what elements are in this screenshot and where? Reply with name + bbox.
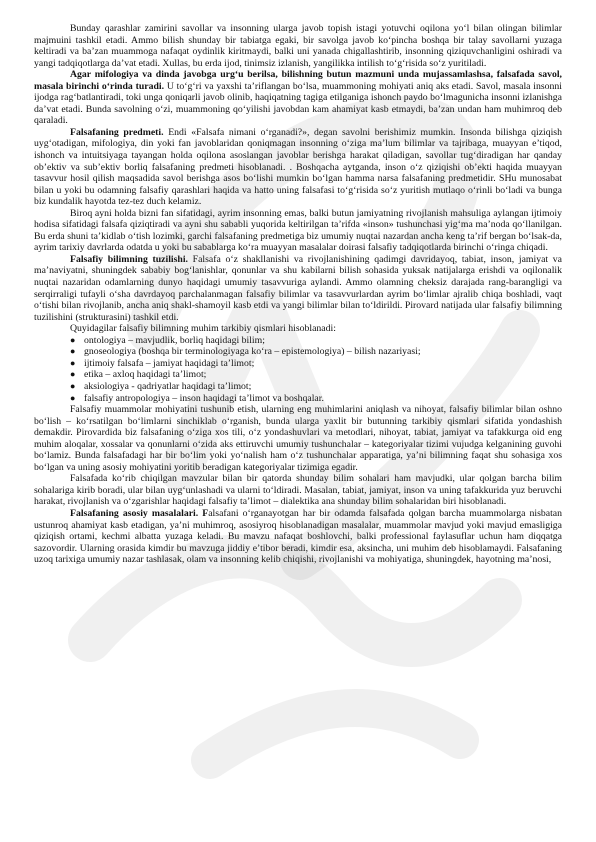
list-item <box>70 369 562 381</box>
list-item-text: aksiologiya - qadriyatlar haqidagi ta’limot; <box>84 380 252 392</box>
list-item <box>70 358 562 370</box>
paragraph-text: U to‘g‘ri va yaxshi ta’riflangan bo‘lsa, muammoning mohiyati aniq aks etadi. Savol, masala insonni ijodga rag‘batlantiradi, toki unga qoniqarli javob olinib, haqiqatning tagiga etilganiga ishonch paydo bo‘lmagunicha insonni izlanishga da’vat etadi. Bunda savolning o‘zi, muammoning qo‘yilishi javobdan kam ahamiyat kasb etmaydi, ba’zan undan ham muhimroq deb qaraladi. <box>34 80 562 127</box>
list-item-text: gnoseologiya (boshqa bir terminologiyaga ko‘ra – epistemologiya) – bilish nazariyasi; <box>84 346 421 358</box>
paragraph-text: Biroq ayni holda bizni fan sifatidagi, ayrim insonning emas, balki butun jamiyatning rivojlanish mahsuliga aylangan ijtimoiy hodisa sifatidagi falsafa qiziqtiradi va ayni shu sababli yuqorida keltirilgan ta’rifda «inson» tushunchasi yig‘ma ma’noda qo‘llanilgan. Bu erda shuni ta’kidlab o‘tish lozimki, garchi falsafaning predmetiga biz umumiy nuqtai nazardan ancha keng ta’rif bergan bo‘lsak-da, ayrim tarixiy davrlarda odatda u yoki bu sabablarga ko‘ra muayyan masalalar doirasi falsafiy tadqiqotlarda birinchi o‘ringa chiqadi. <box>34 207 562 254</box>
list-item <box>70 381 562 393</box>
document-body <box>34 23 562 566</box>
paragraph-lead: Falsafiy bilimning tuzilishi. <box>70 253 188 265</box>
bullet-icon: ● <box>70 334 76 345</box>
list-item <box>70 335 562 347</box>
paragraph-text: alsafani o‘rganayotgan har bir odamda falsafada qolgan barcha muammolarga nisbatan ustunroq ahamiyat kasb etadigan, ya’ni muhimroq, asosiyroq hisoblanadigan masalalar, muammolar mavjud yoki mavjud emasligiga qiziqish ortami, kechmi albatta yuzaga keladi. Bu mavzu nafaqat boshlovchi, balki professional faylasuflar uchun ham diqqatga sazovordir. Ularning orasida kimdir bu mavzuga jiddiy e’tibor beradi, kimdir esa, aksincha, uni muhim deb hisoblamaydi. Falsafaning uzoq tarixiga umumiy nazar tashlasak, olam va insonning kelib chiqishi, rivojlanishi va mohiyatiga, shuningdek, hayotning ma’nosi, <box>34 507 562 566</box>
paragraph-lead: Agar mifologiya va dinda javobga urg‘u berilsa, bilishning butun mazmuni unda mujassamlashsa, falsafada savol, masala birinchi o‘rinda turadi. <box>34 69 562 92</box>
paragraph-lead: Falsafaning asosiy masalalari. F <box>70 507 209 519</box>
bullet-icon: ● <box>70 357 76 368</box>
paragraph-5 <box>34 254 562 323</box>
paragraph-text: Falsafa o‘z shakllanishi va rivojlanishining qadimgi davridayoq, tabiat, inson, jamiyat va ma’naviyatni, shuningdek sababiy bog‘lanishlar, qonunlar va shu kabilarni bilish sohasida yuksak natijalarga erishdi va oqilonalik nuqtai nazaridan odamlarning dunyo haqidagi umumiy tasavvuriga aylandi. Ammo olamning cheksiz darajada rang-barangligi va serqirraligi tufayli o‘sha davrdayoq parchalanmagan falsafiy bilimlar va tasavvurlardan ayrim bo‘limlar ajralib chiqa boshladi, vaqt o‘tishi bilan rivojlanib, ancha aniq shakl-shamoyil kasb etdi va yangi bilimlar bilan to‘ldirildi. Pirovard natijada ular falsafiy bilimning tuzilishini (strukturasini) tashkil etdi. <box>34 253 562 323</box>
paragraph-3 <box>34 127 562 208</box>
paragraph-9 <box>34 508 562 566</box>
bullet-icon: ● <box>70 392 76 403</box>
bullet-icon: ● <box>70 369 76 380</box>
list-item-text: ijtimoiy falsafa – jamiyat haqidagi ta’limot; <box>84 357 255 369</box>
paragraph-lead: Falsafaning predmeti. <box>70 126 164 138</box>
bullet-icon: ● <box>70 346 76 357</box>
paragraph-8 <box>34 473 562 508</box>
list-item <box>70 346 562 358</box>
paragraph-text: Falsafiy muammolar mohiyatini tushunib etish, ularning eng muhimlarini aniqlash va nihoyat, falsafiy bilimlar bilan oshno bo‘lish – ko‘rsatilgan bo‘limlarni sinchiklab o‘rganish, bunda ularga yaxlit bir butunning tarkibiy qismlari sifatida yondashish demakdir. Pirovardida biz falsafaning o‘ziga xos tili, o‘z yondashuvlari va metodlari, nihoyat, tabiat, jamiyat va tafakkurga oid eng muhim aloqalar, xossalar va qonunlarni o‘zida aks ettiruvchi umumiy tushunchalar – kategoriyalar tizimi vujudga kelganining guvohi bo‘lamiz. Bunda falsafadagi har bir bo‘lim yoki yo‘nalish ham o‘z tushunchalar apparatiga, ya’ni bilimning faqat shu sohasiga xos bo‘lgan va uning asosiy mohiyatini yoritib beradigan kategoriyalar tizimiga egadir. <box>34 404 562 473</box>
list-item-text: etika – axloq haqidagi ta’limot; <box>84 369 207 381</box>
paragraph-7 <box>34 404 562 473</box>
paragraph-text: Falsafada ko‘rib chiqilgan mavzular bilan bir qatorda shunday bilim sohalari ham mavjudki, ular qolgan barcha bilim sohalariga kirib boradi, ular bilan uyg‘unlashadi va ularni to‘ldiradi. Masalan, tabiat, jamiyat, inson va uning tafakkurida yuz beruvchi harakat, rivojlanish va o‘zgarishlar haqidagi falsafiy ta’limot – dialektika ana shunday bilim sohalaridan biri hisoblanadi. <box>34 473 562 508</box>
paragraph-4 <box>34 208 562 254</box>
paragraph-text: Bunday qarashlar zamirini savollar va insonning ularga javob topish istagi yotuvchi oqilona yo‘l bilan olingan bilimlar majmuini tashkil etadi. Ammo bilish shunday bir tabiatga egaki, bir savolga javob ko‘pincha boshqa bir talay savollarni yuzaga keltiradi va ba’zan muammoga nafaqat oydinlik kiritmaydi, balki uni yanada chigallashtirib, insonning qiziquvchanligini oshiradi va yangi tadqiqotlarga da’vat etadi. Xullas, bu erda ijod, tinimsiz izlanish, yangilikka intilish to‘g‘risida so‘z yuritiladi. <box>34 23 562 69</box>
list-item-text: falsafiy antropologiya – inson haqidagi ta’limot va boshqalar. <box>84 392 324 404</box>
bullet-icon: ● <box>70 380 76 391</box>
bullet-list <box>34 335 562 404</box>
paragraph-2 <box>34 69 562 127</box>
paragraph-1 <box>34 23 562 69</box>
paragraph-text: Endi «Falsafa nimani o‘rganadi?», degan savolni berishimiz mumkin. Insonda bilishga qiziqish uyg‘otadigan, mifologiya, din yoki fan javoblaridan qoniqmagan insonning o‘ziga ma’lum bilimlar va tajribaga, muayyan e’tiqod, ishonch va intuitsiyaga tayangan holda oqilona asoslangan javoblar berishga harakat qiladigan, savollar tug‘diradigan har qanday ob’ektiv va sub’ektiv borliq falsafaning predmeti hisoblanadi. . Boshqacha aytganda, inson o‘z qiziqishi ob’ekti haqida muayyan tasavvur hosil qilish maqsadida savol berishga asos bo‘lishi mumkin bo‘lgan hamma narsa falsafaning predmetidir. SHu munosabat bilan u yoki bu odamning falsafiy qarashlari haqida va hatto uning falsafasi to‘g‘risida so‘z yuritish mutlaqo o‘rinli bo‘ladi va bunga biz kundalik hayotda tez-tez duch kelamiz. <box>34 126 562 208</box>
list-item-text: ontologiya – mavjudlik, borliq haqidagi bilim; <box>84 334 265 346</box>
paragraph-text: Quyidagilar falsafiy bilimning muhim tarkibiy qismlari hisoblanadi: <box>70 323 336 335</box>
list-item <box>70 393 562 405</box>
paragraph-6 <box>34 323 562 335</box>
